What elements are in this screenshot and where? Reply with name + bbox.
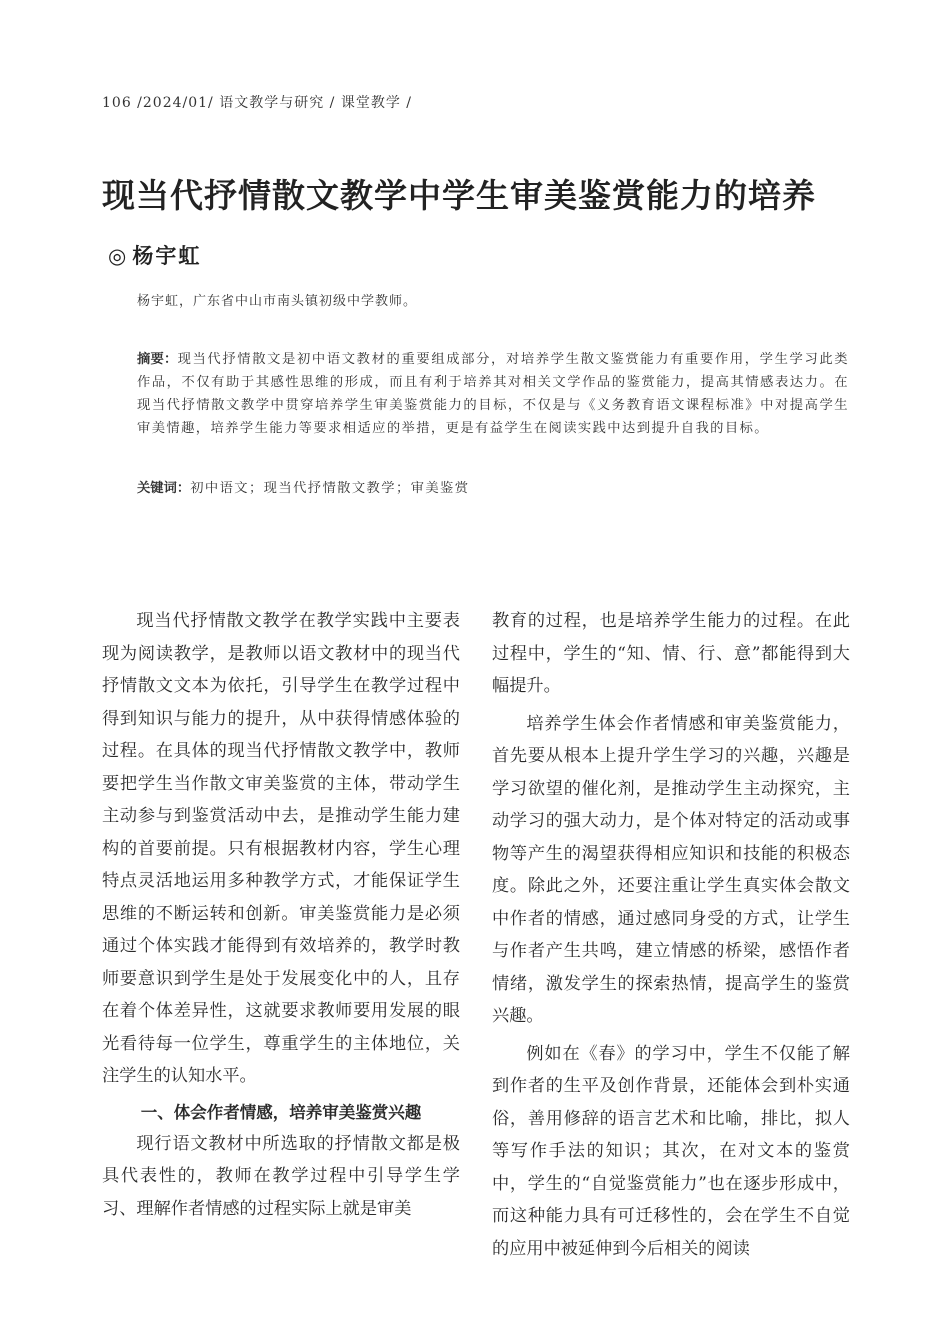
keywords bbox=[137, 477, 849, 500]
article-title: 现当代抒情散文教学中学生审美鉴赏能力的培养 bbox=[102, 176, 816, 215]
keywords-text: 初中语文；现当代抒情散文教学；审美鉴赏 bbox=[190, 481, 470, 496]
body-paragraph: 现行语文教材中所选取的抒情散文都是极具代表性的，教师在教学过程中引导学生学习、理解作者情感的过程实际上就是审美 bbox=[102, 1133, 460, 1219]
running-header: 106 /2024/01/ 语文教学与研究 / 课堂教学 / bbox=[102, 95, 412, 111]
body-paragraph: 现当代抒情散文教学在教学实践中主要表现为阅读教学，是教师以语文教材中的现当代抒情散文文本为依托，引导学生在教学过程中得到知识与能力的提升，从中获得情感体验的过程。在具体的现当代抒情散文教学中，教师要把学生当作散文审美鉴赏的主体，带动学生主动参与到鉴赏活动中去，是推动学生能力建构的首要前提。只有根据教材内容，学生心理特点灵活地运用多种教学方式，才能保证学生思维的不断运转和创新。审美鉴赏能力是必须通过个体实践才能得到有效培养的，教学时教师要意识到学生是处于发展变化中的人，且存在着个体差异性，这就要求教师要用发展的眼光看待每一位学生，尊重学生的主体地位，关注学生的认知水平。 bbox=[102, 611, 460, 1086]
abstract-text: 现当代抒情散文是初中语文教材的重要组成部分，对培养学生散文鉴赏能力有重要作用，学生学习此类作品，不仅有助于其感性思维的形成，而且有利于培养其对相关文学作品的鉴赏能力，提高其情感表达力。在现当代抒情散文教学中贯穿培养学生审美鉴赏能力的目标，不仅是与《义务教育语文课程标准》中对提高学生审美情趣，培养学生能力等要求相适应的举措，更是有益学生在阅读实践中达到提升自我的目标。 bbox=[137, 352, 849, 436]
body-paragraph: 例如在《春》的学习中，学生不仅能了解到作者的生平及创作背景，还能体会到朴实通俗，善用修辞的语言艺术和比喻，排比，拟人等写作手法的知识；其次，在对文本的鉴赏中，学生的“自觉鉴赏能力”也在逐步形成中，而这种能力具有可迁移性的，会在学生不自觉的应用中被延伸到今后相关的阅读 bbox=[492, 1043, 850, 1259]
abstract bbox=[137, 348, 849, 440]
abstract-label: 摘要： bbox=[137, 352, 178, 367]
body-paragraph-continued: 教育的过程，也是培养学生能力的过程。在此过程中，学生的“知、情、行、意”都能得到大幅提升。 bbox=[492, 611, 850, 696]
author-mark-icon: ◎ bbox=[108, 244, 129, 268]
body-paragraph: 培养学生体会作者情感和审美鉴赏能力，首先要从根本上提升学生学习的兴趣，兴趣是学习欲望的催化剂，是推动学生主动探究，主动学习的强大动力，是个体对特定的活动或事物等产生的渴望获得相应知识和技能的积极态度。除此之外，还要注重让学生真实体会散文中作者的情感，通过感同身受的方式，让学生与作者产生共鸣，建立情感的桥梁，感悟作者情绪，激发学生的探索热情，提高学生的鉴赏兴趣。 bbox=[492, 713, 850, 1026]
section-heading: 一、体会作者情感，培养审美鉴赏兴趣 bbox=[140, 1102, 422, 1122]
author-bio: 杨宇虹，广东省中山市南头镇初级中学教师。 bbox=[137, 294, 418, 309]
body-column-right bbox=[492, 605, 850, 1270]
author-name: 杨宇虹 bbox=[132, 243, 202, 268]
author-line bbox=[108, 240, 201, 270]
keywords-label: 关键词： bbox=[137, 481, 191, 496]
body-column-left bbox=[102, 605, 460, 1230]
